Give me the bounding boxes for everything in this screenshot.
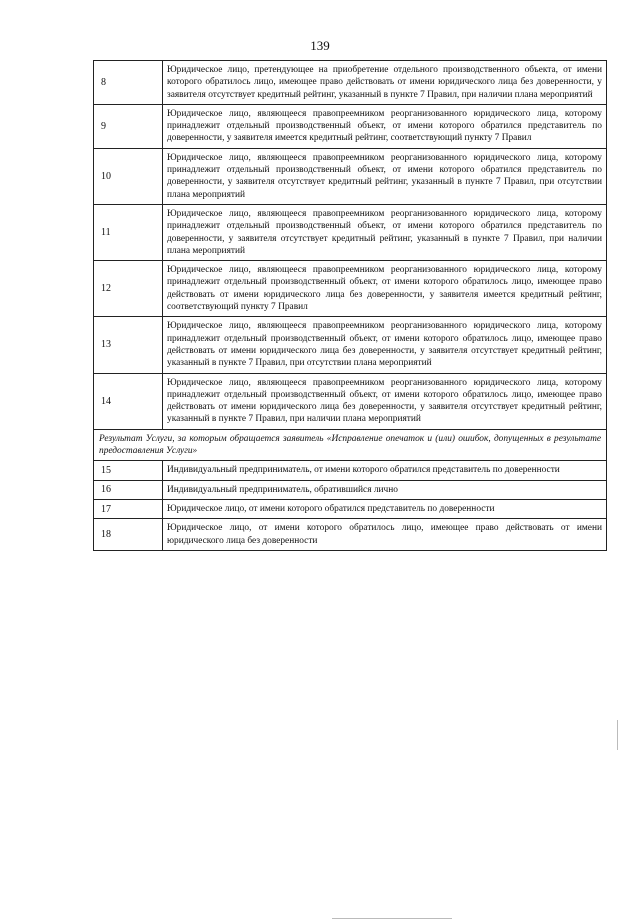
row-number: 18 [94, 519, 163, 551]
table-row [94, 461, 607, 480]
row-description: Юридическое лицо, являющееся правопреемником реорганизованного юридического лица, которому принадлежит отдельный производственный объект, от имени которого обратился представитель по доверенности, у заявителя отсутствует кредитный рейтинг, указанный в пункте 7 Правил, при отсутствии плана мероприятий [163, 148, 607, 204]
row-description: Юридическое лицо, являющееся правопреемником реорганизованного юридического лица, которому принадлежит отдельный производственный объект, от имени которого обратилось лицо, имеющее право действовать от имени юридического лица без доверенности, у заявителя имеется кредитный рейтинг, соответствующий пункту 7 Правил [163, 261, 607, 317]
applicant-variants-table [93, 60, 607, 551]
row-number: 17 [94, 499, 163, 518]
table-row [94, 480, 607, 499]
table-row [94, 204, 607, 260]
row-description: Юридическое лицо, являющееся правопреемником реорганизованного юридического лица, которому принадлежит отдельный производственный объект, от имени которого обратился представитель по доверенности, у заявителя имеется кредитный рейтинг, соответствующий пункту 7 Правил [163, 104, 607, 148]
row-number: 16 [94, 480, 163, 499]
row-number: 15 [94, 461, 163, 480]
scan-mark [332, 918, 452, 919]
section-header: Результат Услуги, за которым обращается заявитель «Исправление опечаток и (или) ошибок, допущенных в результате предоставления Услуги» [94, 429, 607, 461]
table-row [94, 148, 607, 204]
table-row [94, 61, 607, 105]
row-description: Индивидуальный предприниматель, обратившийся лично [163, 480, 607, 499]
table-row [94, 499, 607, 518]
table-row [94, 104, 607, 148]
row-number: 8 [94, 61, 163, 105]
row-description: Юридическое лицо, претендующее на приобретение отдельного производственного объекта, от имени которого обратилось лицо, имеющее право действовать от имени юридического лица без доверенности, у заявителя отсутствует кредитный рейтинг, указанный в пункте 7 Правил, при наличии плана мероприятий [163, 61, 607, 105]
row-description: Юридическое лицо, от имени которого обратилось лицо, имеющее право действовать от имени юридического лица без доверенности [163, 519, 607, 551]
row-description: Юридическое лицо, являющееся правопреемником реорганизованного юридического лица, которому принадлежит отдельный производственный объект, от имени которого обратилось лицо, имеющее право действовать от имени юридического лица без доверенности, у заявителя отсутствует кредитный рейтинг, указанный в пункте 7 Правил, при отсутствии плана мероприятий [163, 317, 607, 373]
row-description: Юридическое лицо, являющееся правопреемником реорганизованного юридического лица, которому принадлежит отдельный производственный объект, от имени которого обратилось лицо, имеющее право действовать от имени юридического лица без доверенности, у заявителя отсутствует кредитный рейтинг, указанный в пункте 7 Правил, при наличии плана мероприятий [163, 373, 607, 429]
row-number: 11 [94, 204, 163, 260]
page-number: 139 [310, 38, 330, 53]
row-description: Юридическое лицо, от имени которого обратился представитель по доверенности [163, 499, 607, 518]
row-description: Юридическое лицо, являющееся правопреемником реорганизованного юридического лица, которому принадлежит отдельный производственный объект, от имени которого обратился представитель по доверенности, у заявителя отсутствует кредитный рейтинг, указанный в пункте 7 Правил, при наличии плана мероприятий [163, 204, 607, 260]
row-number: 9 [94, 104, 163, 148]
row-number: 13 [94, 317, 163, 373]
table-row [94, 317, 607, 373]
table-row [94, 373, 607, 429]
row-number: 12 [94, 261, 163, 317]
table-row [94, 261, 607, 317]
scan-mark [617, 720, 618, 750]
row-description: Индивидуальный предприниматель, от имени которого обратился представитель по доверенности [163, 461, 607, 480]
row-number: 10 [94, 148, 163, 204]
section-header-row [94, 429, 607, 461]
table-row [94, 519, 607, 551]
row-number: 14 [94, 373, 163, 429]
